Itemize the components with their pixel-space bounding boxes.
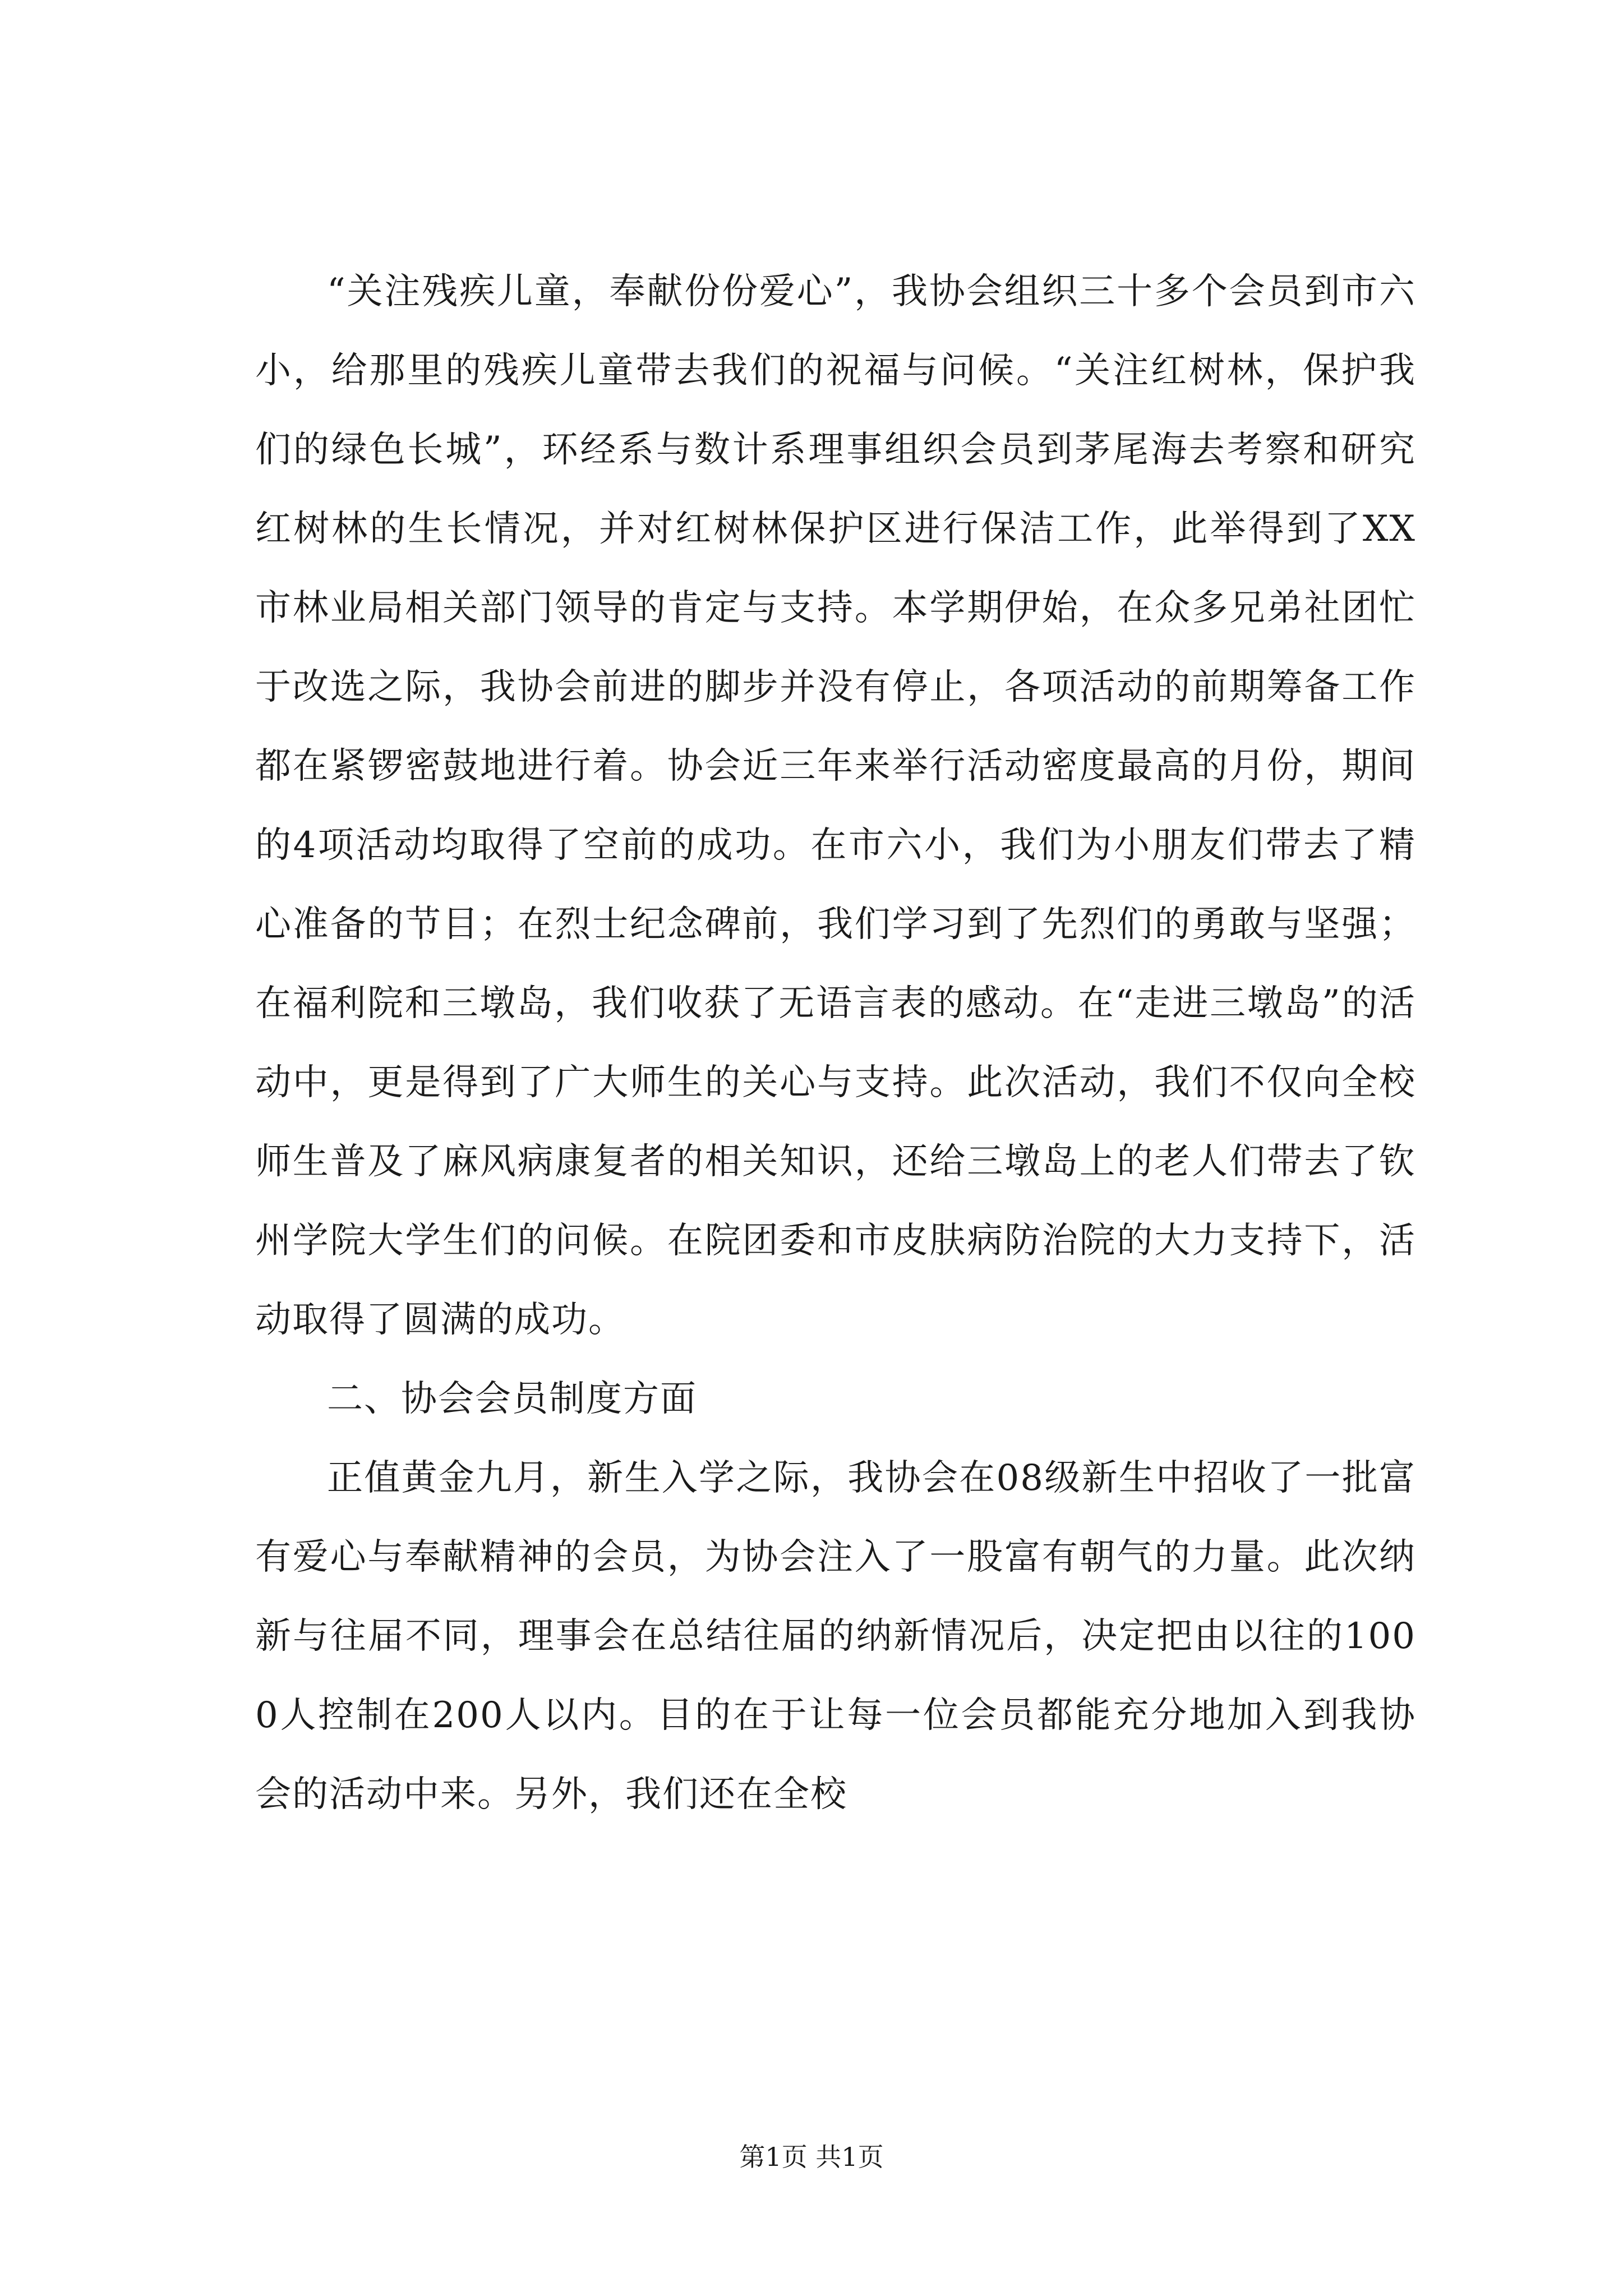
section-heading: 二、协会会员制度方面	[327, 1378, 697, 1420]
document-body	[255, 252, 1416, 1834]
body-paragraph-2: 正值黄金九月，新生入学之际，我协会在08级新生中招收了一批富有爱心与奉献精神的会员，为协会注入了一股富有朝气的力量。此次纳新与往届不同，理事会在总结往届的纳新情况后，决定把由以往的1000人控制在200人以内。目的在于让每一位会员都能充分地加入到我协会的活动中来。另外，我们还在全校	[255, 1457, 1416, 1815]
page-footer	[0, 2140, 1623, 2174]
body-paragraph-1: “关注残疾儿童，奉献份份爱心”，我协会组织三十多个会员到市六小，给那里的残疾儿童带去我们的祝福与问候。“关注红树林，保护我们的绿色长城”，环经系与数计系理事组织会员到茅尾海去考察和研究红树林的生长情况，并对红树林保护区进行保洁工作，此举得到了XX市林业局相关部门领导的肯定与支持。本学期伊始，在众多兄弟社团忙于改选之际，我协会前进的脚步并没有停止，各项活动的前期筹备工作都在紧锣密鼓地进行着。协会近三年来举行活动密度最高的月份，期间的4项活动均取得了空前的成功。在市六小，我们为小朋友们带去了精心准备的节目；在烈士纪念碑前，我们学习到了先烈们的勇敢与坚强；在福利院和三墩岛，我们收获了无语言表的感动。在“走进三墩岛”的活动中，更是得到了广大师生的关心与支持。此次活动，我们不仅向全校师生普及了麻风病康复者的相关知识，还给三墩岛上的老人们带去了钦州学院大学生们的问候。在院团委和市皮肤病防治院的大力支持下，活动取得了圆满的成功。	[255, 271, 1416, 1341]
page-number-label: 第1页 共1页	[739, 2142, 884, 2172]
